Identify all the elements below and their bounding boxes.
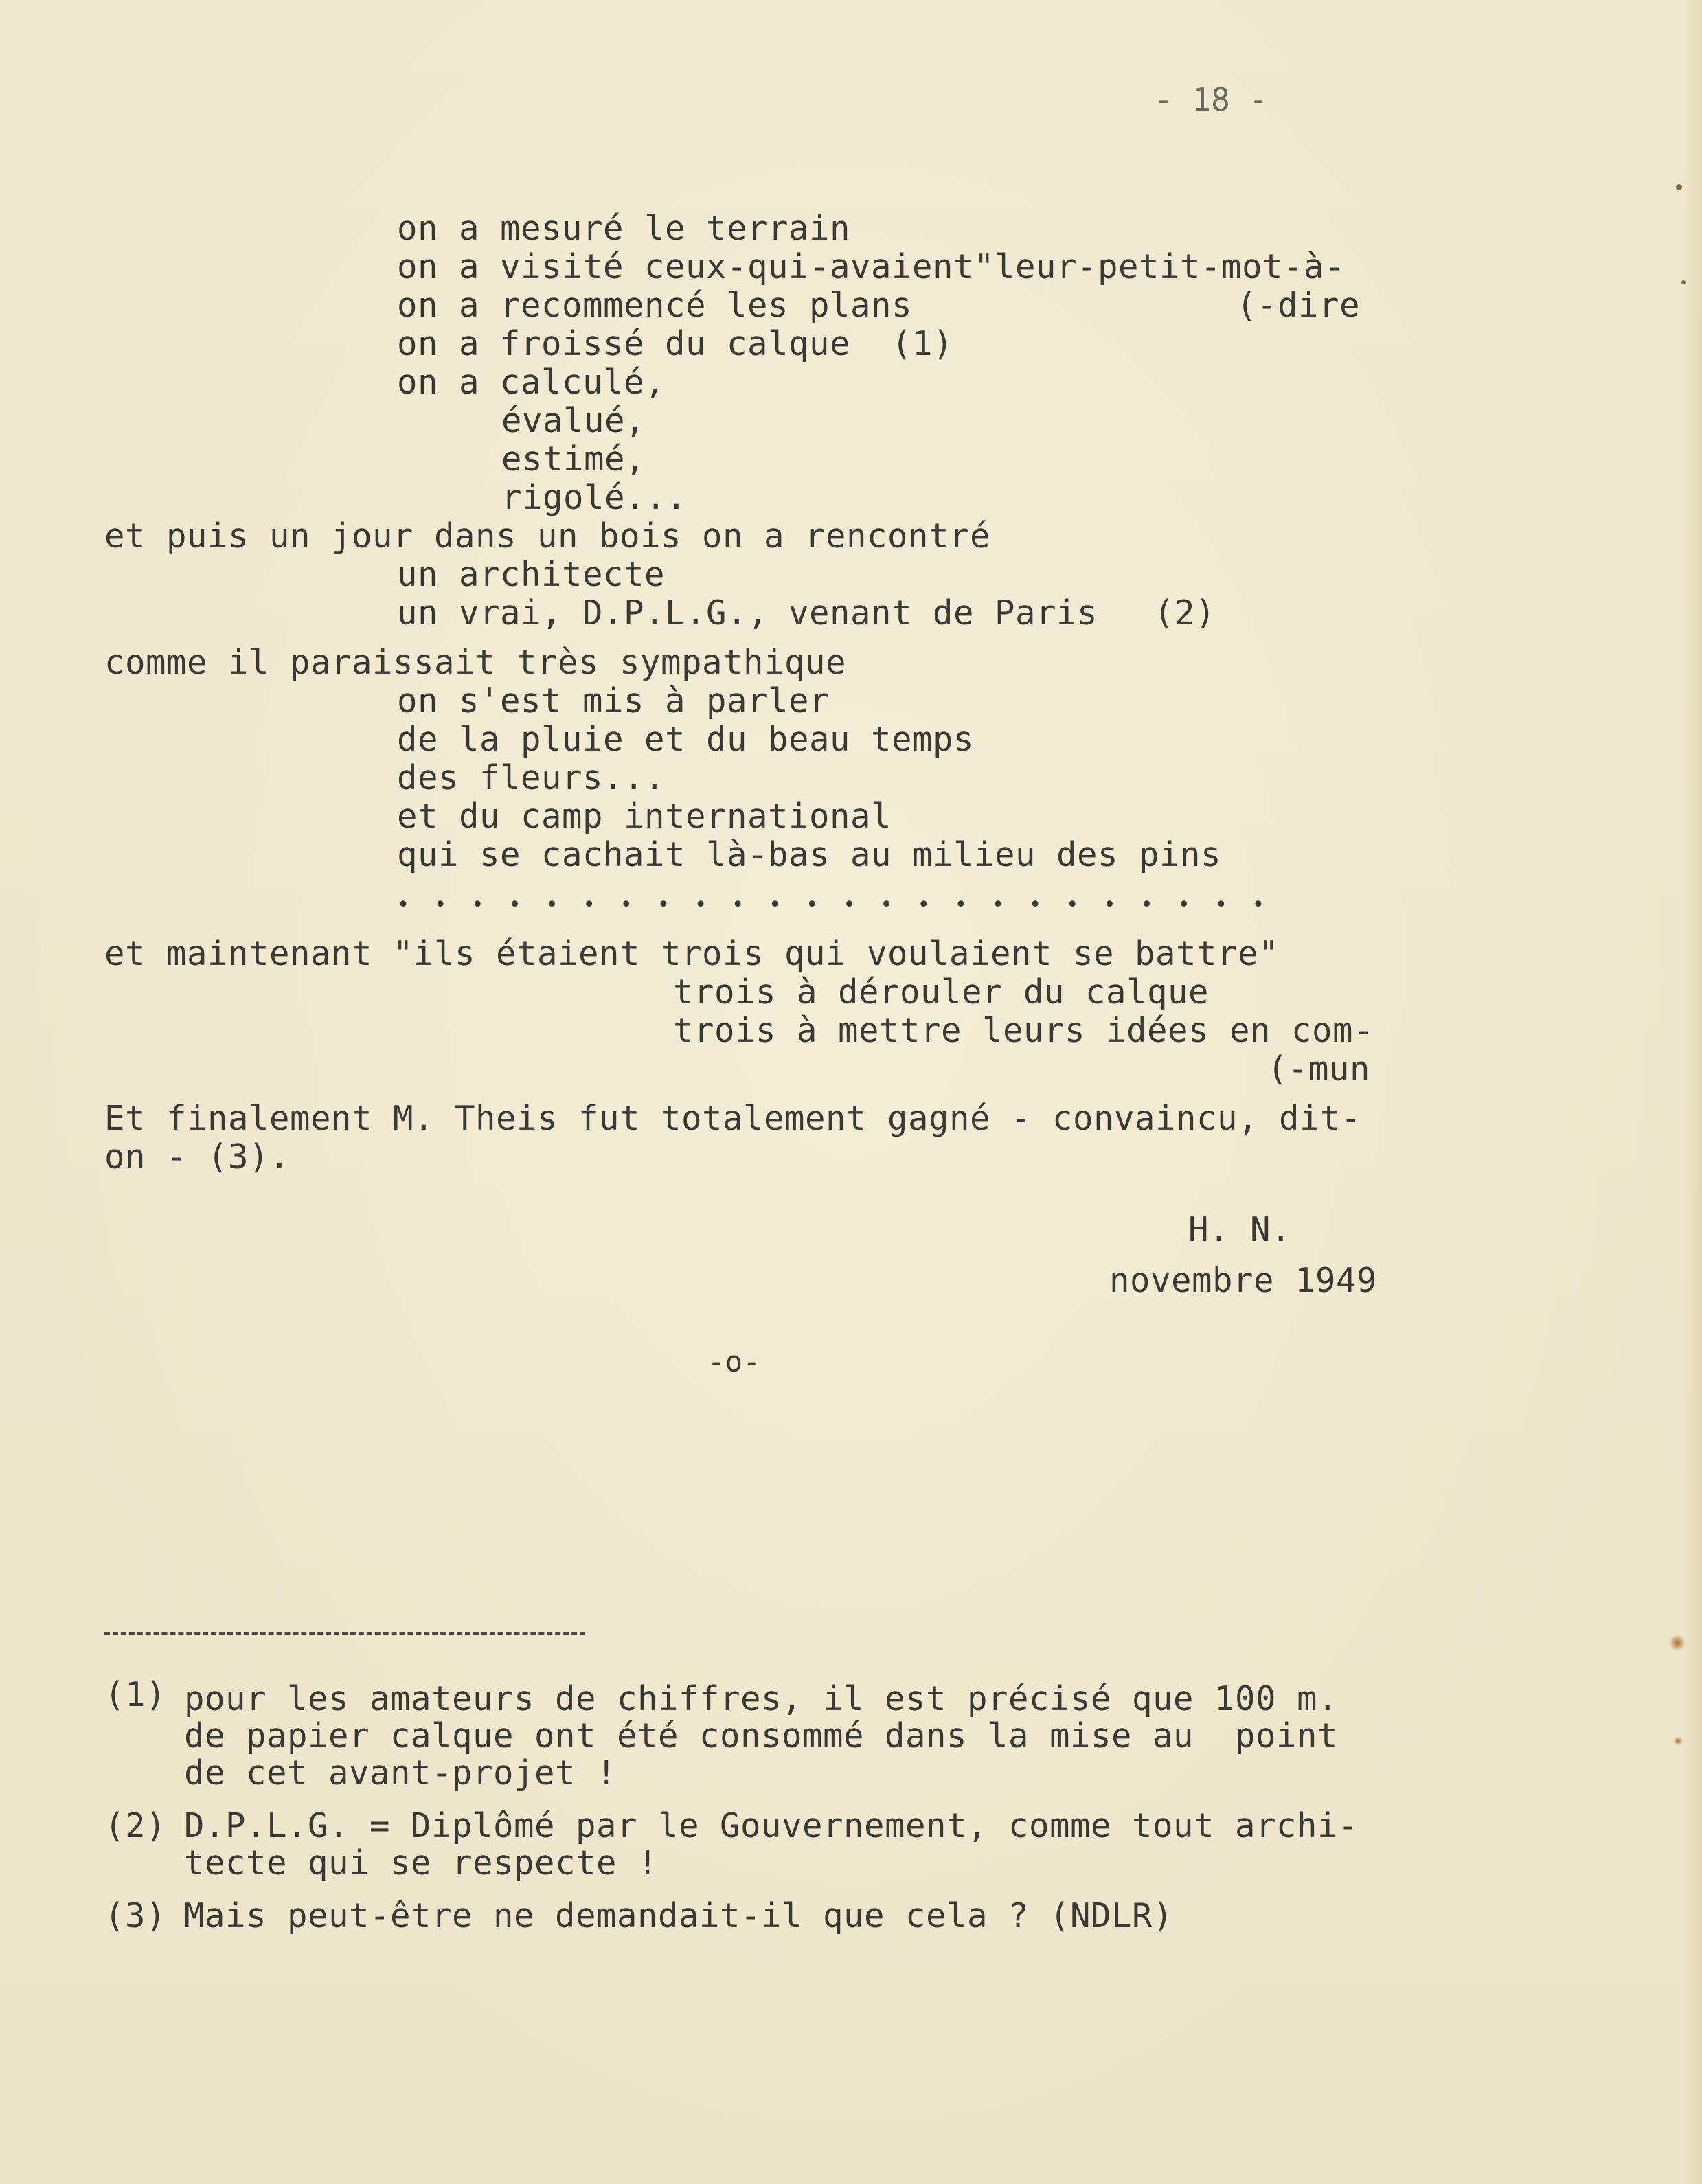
footnote-rule [104,1632,585,1635]
poem-line: estimé, [501,440,646,479]
poem-line: qui se cachait là-bas au milieu des pins [397,835,1222,874]
paper-speck [1676,184,1682,190]
footnote-line: tecte qui se respecte ! [184,1843,659,1882]
author-initials: H. N. [1188,1210,1292,1249]
footnote-line: de papier calque ont été consommé dans la mise au point [184,1716,1339,1755]
footnote-marker: (3) [104,1896,167,1935]
poem-line: comme il paraissait très sympathique [104,643,847,682]
poem-line: on - (3). [104,1137,291,1176]
poem-line: on a visité ceux-qui-avaient"leur-petit-mot-à- [397,247,1346,286]
poem-continuation: (-dire [1236,286,1361,325]
poem-line: trois à dérouler du calque [673,972,1210,1012]
poem-line: on a calculé, [397,363,666,402]
poem-line: et du camp international [397,797,892,836]
poem-line: un architecte [397,555,666,594]
poem-line: et puis un jour dans un bois on a rencontré [104,516,991,556]
poem-line: on a recommencé les plans [397,286,913,325]
poem-line: un vrai, D.P.L.G., venant de Paris [397,593,1098,633]
signature-date: novembre 1949 [1109,1261,1378,1300]
rust-stain [1673,1736,1683,1746]
poem-line: et maintenant "ils étaient trois qui voulaient se battre" [104,934,1280,973]
poem-line: trois à mettre leurs idées en com- [673,1011,1374,1050]
poem-line: rigolé... [501,478,688,517]
ellipsis-row: • • • • • • • • • • • • • • • • • • • • • • • • [397,893,1271,917]
poem-line: on a mesuré le terrain [397,209,851,248]
section-separator: -o- [707,1345,761,1378]
page-number: - 18 - [1154,81,1269,118]
footnote-line: de cet avant-projet ! [184,1753,617,1793]
footnote-line: Mais peut-être ne demandait-il que cela ? (NDLR) [184,1896,1174,1935]
paper-speck [1681,280,1686,284]
poem-line: on a froissé du calque (1) [397,324,954,363]
poem-line: des fleurs... [397,758,666,797]
poem-line: on s'est mis à parler [397,681,830,720]
poem-continuation: (-mun [1267,1049,1371,1089]
poem-line: de la pluie et du beau temps [397,720,975,759]
rust-stain [1669,1635,1686,1651]
footnote-line: pour les amateurs de chiffres, il est précisé que 100 m. [184,1679,1339,1718]
footnote-marker-inline: (2) [1154,593,1216,633]
poem-line: Et finalement M. Theis fut totalement gagné - convaincu, dit- [104,1099,1362,1138]
footnote-line: D.P.L.G. = Diplômé par le Gouvernement, comme tout archi- [184,1806,1359,1845]
paper-edge [1683,0,1702,2184]
poem-line: évalué, [501,401,646,440]
footnote-marker: (1) [104,1675,167,1714]
footnote-marker: (2) [104,1806,167,1845]
